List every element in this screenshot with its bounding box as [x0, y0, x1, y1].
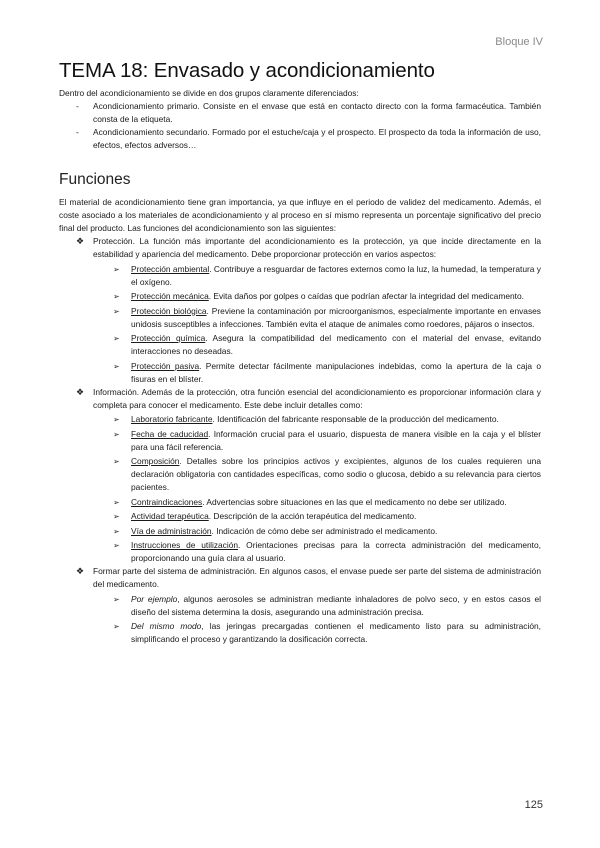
- list-item-text: Acondicionamiento primario. Consiste en el envase que está en contacto directo con la forma farmacéutica. También consta de la etiqueta.: [93, 101, 541, 124]
- sub-item-text: , las jeringas precargadas contienen el medicamento listo para su administración, simplificando el proceso y garantizando la dosificación correcta.: [131, 621, 541, 644]
- function-text: Formar parte del sistema de administración. En algunos casos, el envase puede ser parte del sistema de administración del medicamento.: [93, 566, 541, 589]
- function-text: Información. Además de la protección, otra función esencial del acondicionamiento es proporcionar información clara y completa para conocer el medicamento. Este debe incluir detalles como:: [93, 386, 541, 410]
- arrow-bullet-icon: ➢: [113, 497, 120, 507]
- sub-item-text: . Identificación del fabricante responsable de la producción del medicamento.: [212, 414, 499, 424]
- sub-item-text: . Indicación de cómo debe ser administrado el medicamento.: [211, 525, 438, 536]
- sub-list: [93, 413, 541, 565]
- diamond-bullet-icon: ❖: [76, 566, 85, 576]
- page-title: TEMA 18: Envasado y acondicionamiento: [59, 59, 435, 82]
- intro-list: [59, 100, 541, 152]
- sub-item-term: Contraindicaciones: [131, 496, 203, 507]
- arrow-bullet-icon: ➢: [113, 292, 120, 301]
- arrow-bullet-icon: ➢: [113, 334, 120, 343]
- arrow-bullet-icon: ➢: [113, 526, 120, 536]
- sub-item-term: Protección mecánica: [131, 291, 209, 301]
- sub-item: [93, 360, 541, 386]
- intro-section: [59, 87, 541, 152]
- sub-item-term: Actividad terapéutica: [131, 511, 209, 521]
- arrow-bullet-icon: ➢: [113, 264, 120, 274]
- sub-item-term: Laboratorio fabricante: [131, 414, 213, 424]
- functions-section: [59, 196, 541, 646]
- sub-item: [93, 263, 541, 289]
- dash-bullet: -: [76, 127, 79, 137]
- page-number: 125: [524, 799, 543, 811]
- arrow-bullet-icon: ➢: [113, 361, 120, 371]
- sub-item: [93, 525, 541, 538]
- sub-item-term: Del mismo modo: [131, 621, 202, 631]
- sub-item-term: Composición: [131, 456, 180, 466]
- sub-item-text: . Descripción de la acción terapéutica del medicamento.: [208, 511, 417, 521]
- sub-item-text: . Detalles sobre los principios activos y excipientes, algunos de los cuales requieren una declaración obligatoria con cantidades específicas, como sodio o glucosa, debido a su relevancia para ciertos pacientes.: [131, 456, 541, 492]
- sub-item: [93, 332, 541, 358]
- sub-item-text: . Permite detectar fácilmente manipulaciones indebidas, como la apertura de la caja o fisuras en el blíster.: [131, 360, 541, 384]
- arrow-bullet-icon: ➢: [113, 457, 120, 466]
- intro-lead: Dentro del acondicionamiento se divide en dos grupos claramente diferenciados:: [59, 88, 359, 98]
- function-item-proteccion: [59, 235, 541, 386]
- arrow-bullet-icon: ➢: [113, 429, 120, 439]
- functions-lead: El material de acondicionamiento tiene gran importancia, ya que influye en el periodo de validez del medicamento. Además, el coste asociado a los materiales de acondicionamiento y al proceso en sí mismo representa un porcentaje significativo del precio final del producto. Las funciones del acondicionamiento son las siguientes:: [59, 197, 541, 233]
- sub-item-term: Protección biológica: [131, 305, 207, 316]
- arrow-bullet-icon: ➢: [113, 415, 120, 424]
- sub-item-text: . Advertencias sobre situaciones en las que el medicamento no debe ser utilizado.: [202, 496, 507, 507]
- sub-item-term: Protección pasiva: [131, 360, 200, 371]
- sub-item-term: Instrucciones de utilización: [131, 540, 239, 550]
- sub-item-term: Protección ambiental: [131, 263, 210, 274]
- sub-item-term: Fecha de caducidad: [131, 428, 209, 439]
- sub-item-text: , algunos aerosoles se administran mediante inhaladores de polvo seco, y en estos casos el diseño del sistema determina la dosis, asegurando una administración precisa.: [131, 593, 541, 617]
- function-item-informacion: [59, 386, 541, 566]
- block-label: Bloque IV: [495, 36, 543, 48]
- sub-item: [93, 620, 541, 646]
- sub-item: [93, 593, 541, 619]
- arrow-bullet-icon: ➢: [113, 541, 120, 550]
- sub-item: [93, 428, 541, 454]
- arrow-bullet-icon: ➢: [113, 594, 120, 604]
- functions-list: [59, 235, 541, 646]
- sub-item-text: . Previene la contaminación por microorganismos, especialmente importante en envases unidosis susceptibles a infecciones. También evita el ataque de animales como roedores, pájaros o insectos.: [131, 305, 541, 329]
- sub-item-term: Vía de administración: [131, 525, 212, 536]
- section-heading-funciones: Funciones: [59, 171, 131, 188]
- sub-list: [93, 593, 541, 647]
- list-item: [59, 126, 541, 152]
- sub-item-text: . Contribuye a resguardar de factores externos como la luz, la humedad, la temperatura y el oxígeno.: [131, 263, 541, 287]
- sub-item: [93, 455, 541, 494]
- list-item: [59, 100, 541, 126]
- sub-item-text: . Evita daños por golpes o caídas que podrían afectar la integridad del medicamento.: [208, 291, 524, 301]
- dash-bullet: -: [76, 101, 79, 111]
- sub-item-text: . Orientaciones precisas para la correcta administración del medicamento, proporcionando una guía clara al usuario.: [131, 540, 541, 563]
- arrow-bullet-icon: ➢: [113, 622, 120, 631]
- sub-list: [93, 263, 541, 386]
- sub-item: [93, 510, 541, 523]
- diamond-bullet-icon: ❖: [76, 386, 85, 397]
- sub-item: [93, 290, 541, 303]
- sub-item-term: Por ejemplo: [131, 593, 178, 604]
- arrow-bullet-icon: ➢: [113, 512, 120, 521]
- sub-item: [93, 413, 541, 426]
- sub-item-term: Protección química: [131, 333, 206, 343]
- sub-item: [93, 305, 541, 331]
- sub-item-text: . Información crucial para el usuario, dispuesta de manera visible en la caja y el blíster para una fácil referencia.: [131, 428, 541, 452]
- list-item-text: Acondicionamiento secundario. Formado por el estuche/caja y el prospecto. El prospecto da toda la información de uso, efectos, efectos adversos…: [93, 127, 541, 150]
- sub-item: [93, 539, 541, 565]
- sub-item: [93, 496, 541, 509]
- function-item-sistema-administracion: [59, 565, 541, 646]
- diamond-bullet-icon: ❖: [76, 236, 85, 246]
- sub-item-text: . Asegura la compatibilidad del medicamento con el material del envase, evitando interacciones no deseadas.: [131, 333, 541, 356]
- function-text: Protección. La función más importante del acondicionamiento es la protección, ya que incide directamente en la estabilidad y apariencia del medicamento. Debe proporcionar protección en varios aspectos:: [93, 236, 541, 259]
- arrow-bullet-icon: ➢: [113, 306, 120, 316]
